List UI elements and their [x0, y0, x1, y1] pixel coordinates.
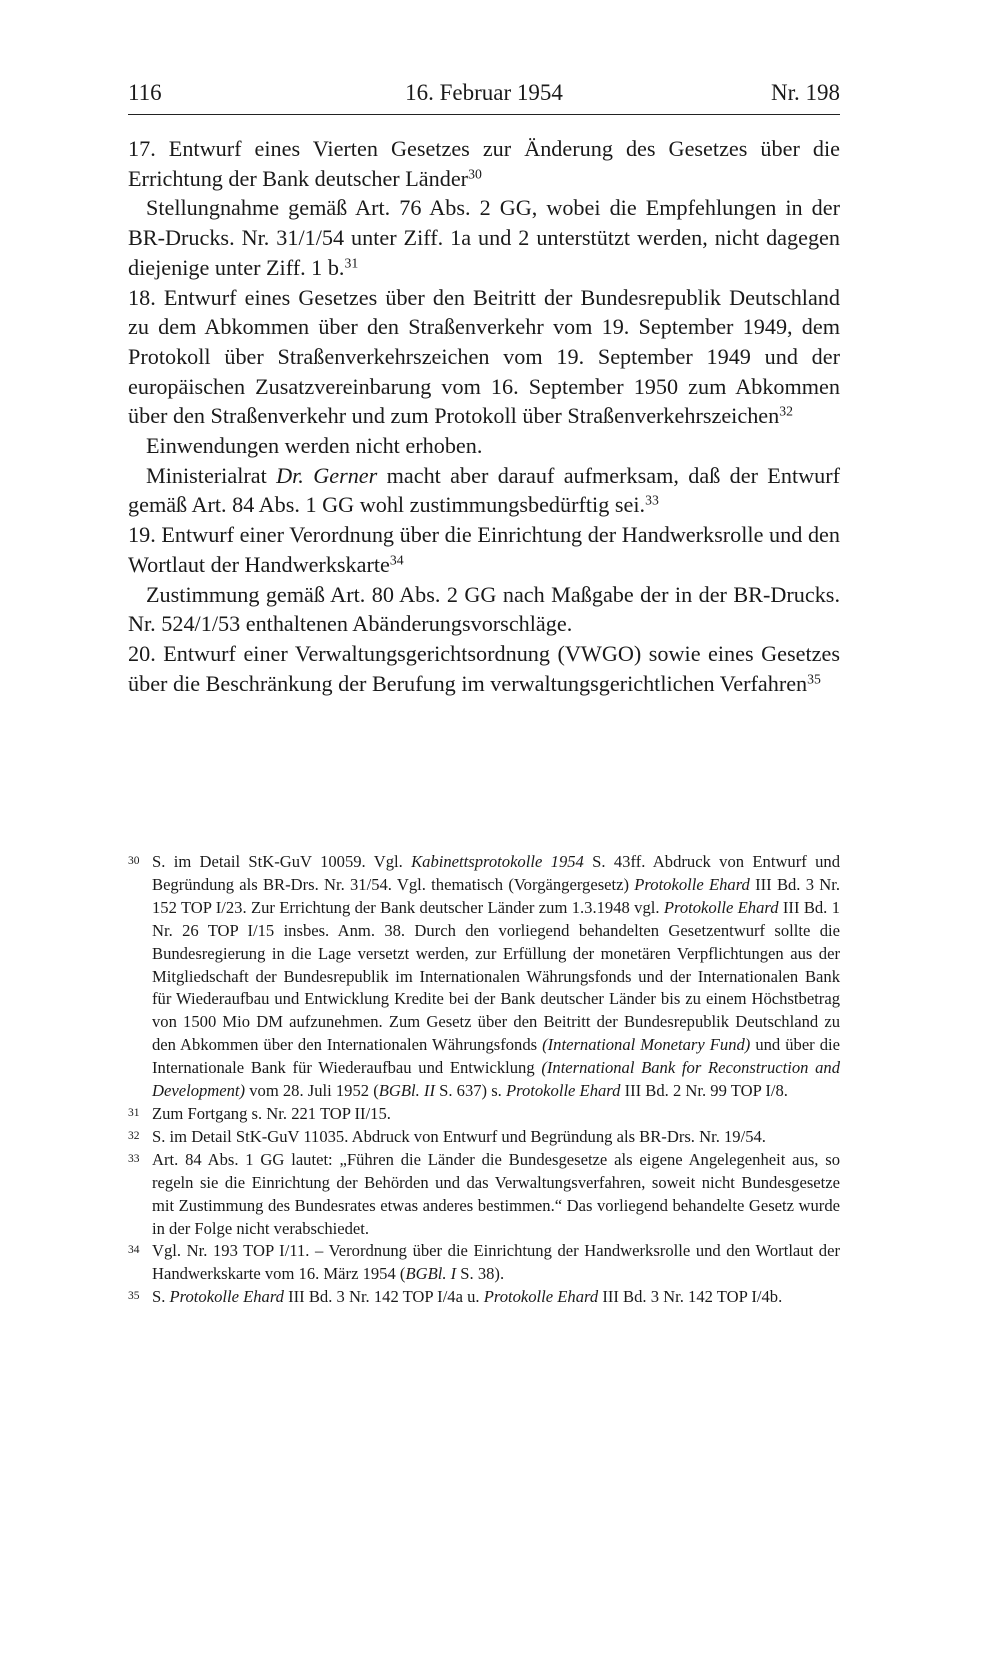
footnote-ref[interactable]: 33: [645, 492, 659, 508]
item-heading: 18. Entwurf eines Gesetzes über den Beitritt der Bundesrepublik Deutschland zu dem Abkommen über den Straßenverkehr vom 19. September 1949, dem Protokoll über Straßenverkehrszeichen vom 19. September 1949 und der europäischen Zusatzvereinbarung vom 16. September 1950 zum Abkommen über den Straßenverkehr und zum Protokoll über Straßenverkehrszeichen: [128, 284, 840, 429]
item-heading: 19. Entwurf einer Verordnung über die Einrichtung der Handwerksrolle und den Wortlaut der Handwerkskarte: [128, 522, 840, 577]
footnote-35: [128, 1286, 840, 1309]
citation-italic: Protokolle Ehard: [634, 874, 750, 894]
footnote-text: III Bd. 2 Nr. 99 TOP I/8.: [620, 1081, 788, 1101]
citation-italic: BGBl. I: [405, 1264, 457, 1284]
footnote-text: S. im Detail StK-GuV 11035. Abdruck von Entwurf und Begründung als BR-Drs. Nr. 19/54.: [152, 1126, 766, 1146]
footnote-text: Vgl. Nr. 193 TOP I/11. – Verordnung über die Einrichtung der Handwerksrolle und den Wortlaut der Handwerkskarte vom 16. März 1954 (: [152, 1241, 840, 1284]
footnote-text: vom 28. Juli 1952 (: [245, 1081, 379, 1101]
footnote-31: [128, 1103, 840, 1126]
item-resolution: [128, 580, 840, 639]
agenda-item-18: [128, 283, 840, 432]
item-resolution: [128, 431, 840, 461]
footnote-text: Zum Fortgang s. Nr. 221 TOP II/15.: [152, 1103, 391, 1123]
footnote-text: III Bd. 3 Nr. 142 TOP I/4b.: [598, 1287, 783, 1307]
main-text: [128, 134, 840, 698]
footnote-number: 32: [128, 1129, 140, 1142]
footnote-text: III Bd. 3 Nr. 142 TOP I/4a u.: [283, 1287, 484, 1307]
footnote-text: S. 38).: [456, 1264, 505, 1284]
footnote-ref[interactable]: 34: [389, 552, 404, 568]
footnote-number: 33: [128, 1152, 140, 1165]
citation-italic: Protokolle Ehard: [483, 1287, 599, 1307]
item-heading: 20. Entwurf einer Verwaltungsgerichtsordnung (VWGO) sowie eines Gesetzes über die Beschränkung der Berufung im verwaltungsgerichtlichen Verfahren: [128, 640, 840, 696]
running-header: [128, 80, 840, 115]
footnote-text: S. 43ff. Abdruck von Entwurf und Begründung als BR-Drs. Nr. 31/54. Vgl. thematisch (Vorgängergesetz): [152, 852, 840, 894]
remark-prefix: Ministerialrat: [146, 462, 277, 488]
footnote-text: und über die Internationale Bank für Wiederaufbau und Entwicklung: [152, 1035, 840, 1078]
footnote-number: 35: [128, 1290, 140, 1303]
header-date: 16. Februar 1954: [405, 80, 563, 105]
footnote-number: 30: [128, 855, 140, 867]
footnote-number: 34: [128, 1244, 140, 1257]
footnote-text: S.: [152, 1287, 170, 1307]
footnote-30: [128, 851, 840, 1103]
footnote-ref[interactable]: 30: [468, 166, 482, 182]
person-name: Dr. Gerner: [276, 462, 378, 488]
citation-italic: (International Bank for Reconstruction and Development): [152, 1058, 840, 1101]
footnote-ref[interactable]: 31: [344, 255, 359, 271]
footnote-33: [128, 1149, 840, 1241]
resolution-text: Einwendungen werden nicht erhoben.: [146, 433, 483, 459]
footnote-32: [128, 1126, 840, 1149]
footnote-number: 31: [128, 1106, 140, 1119]
item-resolution: [128, 193, 840, 282]
resolution-text: Zustimmung gemäß Art. 80 Abs. 2 GG nach Maßgabe der in der BR-Drucks. Nr. 524/1/53 enthaltenen Abänderungsvorschläge.: [128, 581, 840, 637]
agenda-item-20: [128, 639, 840, 698]
footnote-34: [128, 1240, 840, 1286]
agenda-item-17: [128, 134, 840, 193]
footnotes: [128, 851, 840, 1309]
item-remark: [128, 461, 840, 520]
citation-italic: Protokolle Ehard: [505, 1081, 621, 1101]
resolution-text: Stellungnahme gemäß Art. 76 Abs. 2 GG, wobei die Empfehlungen in der BR-Drucks. Nr. 31/1/54 unter Ziff. 1a und 2 unterstützt werden, nicht dagegen diejenige unter Ziff. 1 b.: [128, 195, 840, 280]
citation-italic: (International Monetary Fund): [542, 1035, 751, 1055]
citation-italic: Protokolle Ehard: [663, 897, 779, 917]
footnote-text: S. 637) s.: [434, 1081, 506, 1101]
footnote-text: III Bd. 3 Nr. 152 TOP I/23. Zur Errichtung der Bank deutscher Länder zum 1.3.1948 vgl.: [152, 874, 840, 917]
footnote-text: III Bd. 1 Nr. 26 TOP I/15 insbes. Anm. 38. Durch den vorliegend behandelten Gesetzentwurf sollte die Bundesregierung in die Lage versetzt werden, zur Erfüllung der monetären Verpflichtungen aus der Mitgliedschaft der Bundesrepublik im Internationalen Währungsfonds und der Internationalen Bank für Wiederaufbau und Entwicklung Kredite bei der Bank deutscher Länder bis zu einem Höchstbetrag von 1500 Mio DM aufzunehmen. Zum Gesetz über den Beitritt der Bundesrepublik Deutschland zu den Abkommen über den Internationalen Währungsfonds: [152, 897, 840, 1055]
footnote-text: S. im Detail StK-GuV 10059. Vgl.: [152, 852, 412, 871]
header-issue-number: Nr. 198: [771, 80, 840, 105]
remark-text: macht aber darauf aufmerksam, daß der Entwurf gemäß Art. 84 Abs. 1 GG wohl zustimmungsbedürftig sei.: [128, 462, 841, 518]
citation-italic: BGBl. II: [378, 1081, 435, 1101]
item-heading: 17. Entwurf eines Vierten Gesetzes zur Änderung des Gesetzes über die Errichtung der Bank deutscher Länder: [128, 136, 840, 191]
footnote-ref[interactable]: 35: [807, 671, 821, 687]
page-number: 116: [128, 80, 162, 105]
agenda-item-19: [128, 520, 840, 579]
citation-italic: Protokolle Ehard: [169, 1287, 284, 1307]
footnote-text: Art. 84 Abs. 1 GG lautet: „Führen die Länder die Bundesgesetze als eigene Angelegenheit aus, so regeln sie die Einrichtung der Behörden und das Verwaltungsverfahren, soweit nicht Bundesgesetze mit Zustimmung des Bundesrates etwas anderes bestimmen.“ Das vorliegend behandelte Gesetz wurde in der Folge nicht verabschiedet.: [152, 1149, 840, 1238]
footnote-ref[interactable]: 32: [779, 403, 793, 419]
citation-italic: Kabinettsprotokolle 1954: [411, 852, 584, 871]
